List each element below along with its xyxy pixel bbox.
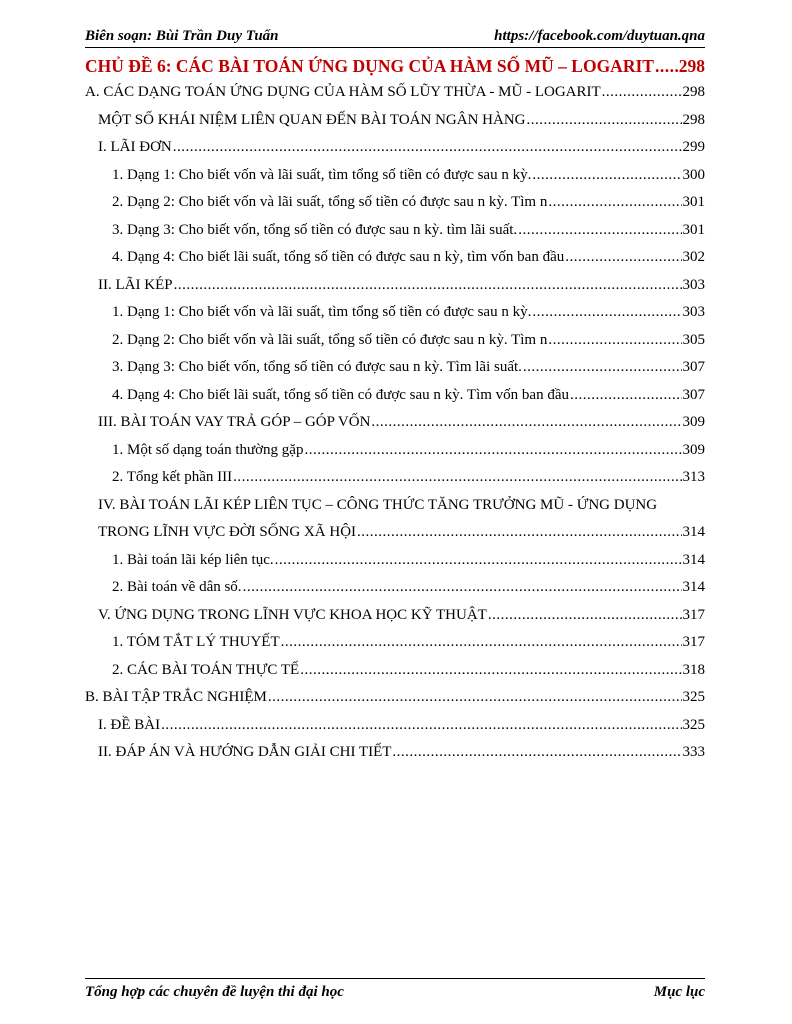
dot-leader [392,744,681,761]
toc-entry-page: 307 [682,386,705,403]
dot-leader [161,717,681,734]
dot-leader [523,359,682,376]
toc-entry-page: 314 [682,579,705,595]
toc-entry[interactable] [85,139,705,167]
toc-entry[interactable] [85,662,705,690]
dot-leader [174,277,682,294]
dot-leader [532,167,681,184]
toc-entry[interactable] [85,84,705,112]
toc-entry-page: 317 [682,606,705,623]
toc-entry-page: 298 [682,111,705,128]
toc-entry[interactable] [85,222,705,250]
dot-leader [548,194,681,211]
toc-entry-text: 2. Dạng 2: Cho biết vốn và lãi suất, tổng số tiền có được sau n kỳ. Tìm n [112,331,548,348]
toc-entry-text: 1. Dạng 1: Cho biết vốn và lãi suất, tìm tổng số tiền có được sau n kỳ. [112,166,532,183]
toc-entry-page: 298 [682,84,705,100]
toc-entry-text: 1. Bài toán lãi kép liên tục. [112,551,274,568]
toc-entry-page: 313 [682,469,705,485]
toc-entry[interactable] [85,689,705,717]
toc-entry-text: III. BÀI TOÁN VAY TRẢ GÓP – GÓP VỐN [98,414,371,430]
dot-leader [304,442,681,459]
table-of-contents [85,56,705,772]
dot-leader [570,387,682,404]
page-header [85,25,705,48]
toc-entry-text: 2. Dạng 2: Cho biết vốn và lãi suất, tổng số tiền có được sau n kỳ. Tìm n [112,194,548,210]
dot-leader [488,607,682,624]
chapter-title: CHỦ ĐỀ 6: CÁC BÀI TOÁN ỨNG DỤNG CỦA HÀM SỐ MŨ – LOGARIT [85,56,654,76]
toc-entry[interactable] [85,112,705,140]
toc-entry[interactable] [85,249,705,277]
author-credit: Biên soạn: Bùi Trần Duy Tuấn [85,28,279,44]
toc-entry-page: 303 [682,304,705,320]
toc-entry-page: 309 [682,441,705,458]
toc-entry-text: IV. BÀI TOÁN LÃI KÉP LIÊN TỤC – CÔNG THỨC TĂNG TRƯỞNG MŨ - ỨNG DỤNG [98,496,658,513]
toc-entry[interactable] [85,744,705,772]
dot-leader [526,112,681,129]
footer-series-title: Tổng hợp các chuyên đề luyện thi đại học [85,983,344,1000]
toc-entry-text: I. LÃI ĐƠN [98,139,172,155]
dot-leader [275,552,682,569]
toc-entry[interactable] [85,607,705,635]
toc-entry[interactable] [85,414,705,442]
toc-entry-text: 3. Dạng 3: Cho biết vốn, tổng số tiền có được sau n kỳ. tìm lãi suất. [112,221,518,238]
toc-entry-page: 301 [682,221,705,238]
toc-entry-text: I. ĐỀ BÀI [98,716,161,733]
dot-leader [300,662,681,679]
toc-entry-page: 305 [682,331,705,348]
toc-entry-text: 2. Tổng kết phần III [112,469,233,485]
toc-entry-text: A. CÁC DẠNG TOÁN ỨNG DỤNG CỦA HÀM SỐ LŨY THỪA - MŨ - LOGARIT [85,84,601,100]
toc-entry-page: 299 [682,139,705,155]
toc-entry[interactable] [85,194,705,222]
page-footer [85,978,705,1005]
dot-leader [268,689,682,706]
toc-entry-page: 333 [682,744,705,760]
dot-leader [371,414,681,431]
toc-entry-page: 303 [682,276,705,293]
toc-entry-text: 2. CÁC BÀI TOÁN THỰC TẾ [112,661,300,678]
toc-entry-page: 300 [682,166,705,183]
toc-entry-text: II. LÃI KÉP [98,276,173,293]
dot-leader [518,222,681,239]
dot-leader [357,524,681,541]
toc-entry-page: 301 [682,194,705,210]
toc-entry-text: 1. Một số dạng toán thường gặp [112,441,304,458]
toc-entry-page: 314 [682,551,705,568]
dot-leader [655,56,678,77]
toc-entry[interactable] [85,332,705,360]
dot-leader [233,469,681,486]
footer-section-name: Mục lục [653,983,705,1000]
dot-leader [532,304,681,321]
toc-entry-line [85,497,705,525]
toc-entry-line [85,524,705,552]
toc-entry[interactable] [85,552,705,580]
toc-entry[interactable] [85,359,705,387]
toc-entry[interactable] [85,634,705,662]
toc-entry-page: 325 [682,716,705,733]
toc-entry[interactable] [85,469,705,497]
toc-entry-page: 302 [682,249,705,265]
dot-leader [281,634,682,651]
dot-leader [548,332,681,349]
dot-leader [565,249,681,266]
toc-entry[interactable] [85,167,705,195]
toc-entry-text: II. ĐÁP ÁN VÀ HƯỚNG DẪN GIẢI CHI TIẾT [98,744,392,760]
toc-entry-multiline[interactable] [85,497,705,552]
toc-entry-text: 1. Dạng 1: Cho biết vốn và lãi suất, tìm tổng số tiền có được sau n kỳ. [112,304,532,320]
toc-entry-page: 318 [682,661,705,678]
toc-entry-text: 3. Dạng 3: Cho biết vốn, tổng số tiền có được sau n kỳ. Tìm lãi suất. [112,359,522,375]
toc-entry[interactable] [85,277,705,305]
toc-entry[interactable] [85,717,705,745]
facebook-url: https://facebook.com/duytuan.qna [494,28,705,44]
toc-entry-page: 325 [682,689,705,705]
toc-entry-text: 4. Dạng 4: Cho biết lãi suất, tổng số tiền có được sau n kỳ. Tìm vốn ban đầu [112,386,569,403]
toc-entry-page: 309 [682,414,705,430]
dot-leader [243,579,682,596]
toc-entry[interactable] [85,304,705,332]
toc-entry-text: 4. Dạng 4: Cho biết lãi suất, tổng số tiền có được sau n kỳ, tìm vốn ban đầu [112,249,565,265]
dot-leader [173,139,682,156]
toc-entry-text: 1. TÓM TẮT LÝ THUYẾT [112,634,280,650]
toc-entry[interactable] [85,387,705,415]
toc-entry[interactable] [85,442,705,470]
toc-entry-text: 2. Bài toán về dân số. [112,579,242,595]
toc-entry-text: B. BÀI TẬP TRẮC NGHIỆM [85,689,267,705]
toc-entry-page: 317 [682,634,705,650]
toc-entry-page: 307 [682,359,705,375]
dot-leader [602,84,682,101]
toc-entry-text: TRONG LĨNH VỰC ĐỜI SỐNG XÃ HỘI [98,524,357,540]
toc-chapter-entry[interactable] [85,56,705,84]
toc-entry-text: V. ỨNG DỤNG TRONG LĨNH VỰC KHOA HỌC KỸ THUẬT [98,606,487,623]
toc-entry[interactable] [85,579,705,607]
toc-entry-page: 314 [682,524,705,540]
chapter-page: 298 [678,56,705,76]
toc-entry-text: MỘT SỐ KHÁI NIỆM LIÊN QUAN ĐẾN BÀI TOÁN NGÂN HÀNG [98,111,526,128]
